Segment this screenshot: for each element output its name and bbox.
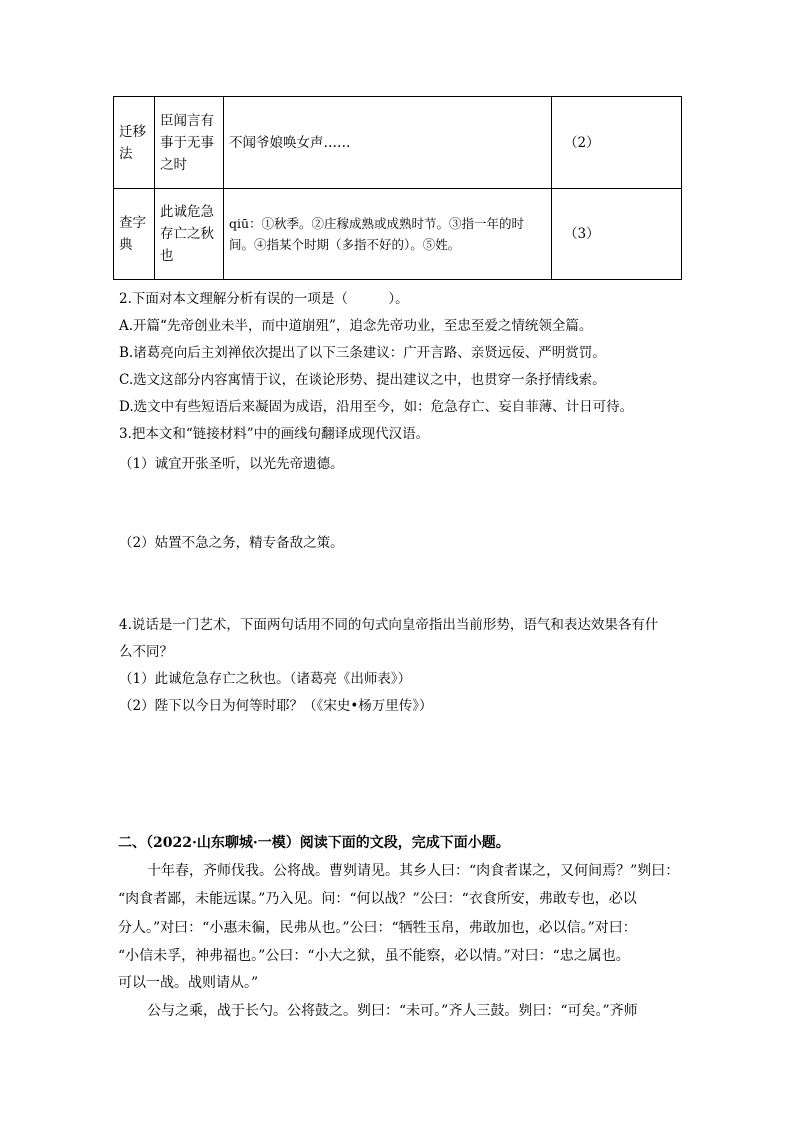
answer-cell: （2）	[552, 97, 682, 189]
method-cell: 查字典	[114, 189, 155, 280]
table-row	[114, 97, 682, 189]
question-4-item-1: （1）此诚危急存亡之秋也。（诸葛亮《出师表》）	[119, 671, 412, 687]
answer-cell: （3）	[552, 189, 682, 280]
section-2-title: 二、（2022·山东聊城·一模）阅读下面的文段，完成下面小题。	[118, 835, 510, 851]
question-2-option-a: A.开篇“先帝创业未半，而中道崩殂”，追念先帝功业，至忠至爱之情统领全篇。	[119, 318, 593, 334]
question-2-option-c: C.选文这部分内容寓情于议，在谈论形势、提出建议之中，也贯穿一条抒情线索。	[119, 372, 606, 388]
question-3-item-2: （2）姑置不急之务，精专备敌之策。	[119, 535, 344, 551]
example-cell: 臣闻言有事于无事之时	[155, 97, 224, 189]
word-meaning-table	[113, 96, 682, 280]
passage-line: 可以一战。战则请从。”	[118, 975, 259, 991]
question-4-stem-line-2: 么不同？	[119, 644, 173, 660]
question-2-option-d: D.选文中有些短语后来凝固为成语，沿用至今，如：危急存亡、妄自菲薄、计日可待。	[119, 399, 634, 415]
meaning-cell: qiū：①秋季。②庄稼成熟或成熟时节。③指一年的时间。④指某个时期（多指不好的）。⑤姓。	[224, 189, 552, 280]
example-cell: 此诚危急存亡之秋也	[155, 189, 224, 280]
question-4-item-2: （2）陛下以今日为何等时耶？（《宋史•杨万里传》）	[119, 698, 433, 714]
table-row	[114, 189, 682, 280]
method-cell: 迁移法	[114, 97, 155, 189]
passage-line: “小信未孚，神弗福也。”公曰：“小大之狱，虽不能察，必以情。”对曰：“忠之属也。	[118, 948, 630, 964]
passage-line: 公与之乘，战于长勺。公将鼓之。刿曰：“未可。”齐人三鼓。刿曰：“可矣。”齐师	[147, 1003, 638, 1019]
passage-line: 分人。”对曰：“小惠未徧，民弗从也。”公曰：“牺牲玉帛，弗敢加也，必以信。”对曰：	[118, 920, 637, 936]
question-2-option-b: B.诸葛亮向后主刘禅依次提出了以下三条建议：广开言路、亲贤远佞、严明赏罚。	[119, 345, 606, 361]
question-2-stem: 2.下面对本文理解分析有误的一项是（ ）。	[119, 291, 409, 307]
meaning-cell: 不闻爷娘唤女声……	[224, 97, 552, 189]
passage-line: 十年春，齐师伐我。公将战。曹刿请见。其乡人曰：“肉食者谋之，又何间焉？”刿曰：	[147, 863, 680, 879]
question-3-item-1: （1）诚宜开张圣听，以光先帝遗德。	[119, 456, 344, 472]
question-3-stem: 3.把本文和“链接材料”中的画线句翻译成现代汉语。	[119, 426, 430, 442]
question-4-stem-line-1: 4.说话是一门艺术，下面两句话用不同的句式向皇帝指出当前形势，语气和表达效果各有什	[119, 617, 659, 633]
passage-line: “肉食者鄙，未能远谋。”乃入见。问：“何以战？”公曰：“衣食所安，弗敢专也，必以	[118, 891, 637, 907]
